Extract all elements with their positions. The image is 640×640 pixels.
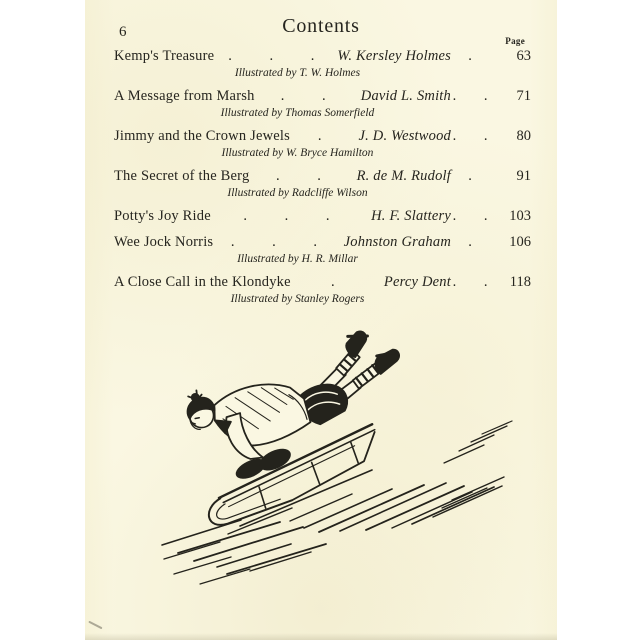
entry-page-number: 63: [516, 48, 531, 64]
entry-illustrator-credit: Illustrated by Stanley Rogers: [230, 293, 365, 305]
entry-page-number: 71: [516, 88, 531, 104]
entry-page-number: 118: [509, 274, 531, 290]
leader-dots: .: [468, 48, 484, 64]
entry-illustrator-credit: Illustrated by Radcliffe Wilson: [227, 187, 368, 199]
toc-entry-main-line: [114, 87, 531, 106]
entry-author: Johnston Graham: [343, 234, 451, 250]
entry-title: A Close Call in the Klondyke: [114, 274, 291, 290]
entry-title: Wee Jock Norris: [114, 234, 214, 250]
entry-page-number: 91: [516, 168, 531, 184]
toc-entry-main-line: [114, 273, 531, 292]
folio-page-number: 6: [119, 24, 127, 40]
entry-illustrator-credit: Illustrated by W. Bryce Hamilton: [221, 147, 374, 159]
toc-entry: [114, 127, 531, 160]
entry-title: The Secret of the Berg: [114, 168, 250, 184]
leader-dots: . . .: [230, 234, 335, 250]
toc-entry: [114, 233, 531, 266]
toc-list: [114, 47, 531, 313]
stray-pen-mark: [88, 621, 102, 629]
leader-dots: . .: [452, 208, 500, 224]
paper-page: [85, 0, 557, 640]
leader-dots: .: [331, 274, 352, 290]
toc-entry: [114, 207, 531, 226]
leader-dots: .: [468, 234, 484, 250]
entry-author: R. de M. Rudolf: [356, 168, 451, 184]
toc-entry-main-line: [114, 207, 531, 226]
entry-author: W. Kersley Holmes: [337, 48, 451, 64]
entry-page-number: 80: [516, 128, 531, 144]
leader-dots: . . .: [228, 48, 332, 64]
entry-title: Potty's Joy Ride: [114, 208, 211, 224]
leader-dots: .: [317, 128, 339, 144]
toc-entry: [114, 273, 531, 306]
sledding-boy: [179, 330, 421, 493]
entry-page-number: 106: [509, 234, 531, 250]
leader-dots: . .: [276, 168, 338, 184]
toc-entry-main-line: [114, 233, 531, 252]
toc-entry-main-line: [114, 47, 531, 66]
entry-title: Kemp's Treasure: [114, 48, 215, 64]
toc-entry-main-line: [114, 167, 531, 186]
toc-entry: [114, 47, 531, 80]
entry-illustrator-credit: Illustrated by H. R. Millar: [237, 253, 358, 265]
sledding-illustration: [140, 330, 540, 615]
toc-entry-main-line: [114, 127, 531, 146]
entry-author: David L. Smith: [360, 88, 451, 104]
entry-illustrator-credit: Illustrated by Thomas Somerfield: [220, 107, 375, 119]
leader-dots: . .: [452, 274, 500, 290]
entry-illustrator-credit: Illustrated by T. W. Holmes: [234, 67, 361, 79]
entry-author: Percy Dent: [383, 274, 451, 290]
page-column-label: Page: [505, 36, 525, 46]
leader-dots: .: [468, 168, 484, 184]
leader-dots: . . .: [243, 208, 347, 224]
leader-dots: . .: [280, 88, 343, 104]
page-title: Contents: [282, 15, 360, 37]
entry-page-number: 103: [509, 208, 531, 224]
entry-title: Jimmy and the Crown Jewels: [114, 128, 290, 144]
toc-entry: [114, 87, 531, 120]
toc-entry: [114, 167, 531, 200]
leader-dots: . .: [452, 128, 500, 144]
entry-title: A Message from Marsh: [114, 88, 255, 104]
entry-author: J. D. Westwood: [358, 128, 451, 144]
leader-dots: . .: [452, 88, 500, 104]
entry-author: H. F. Slattery: [371, 208, 451, 224]
